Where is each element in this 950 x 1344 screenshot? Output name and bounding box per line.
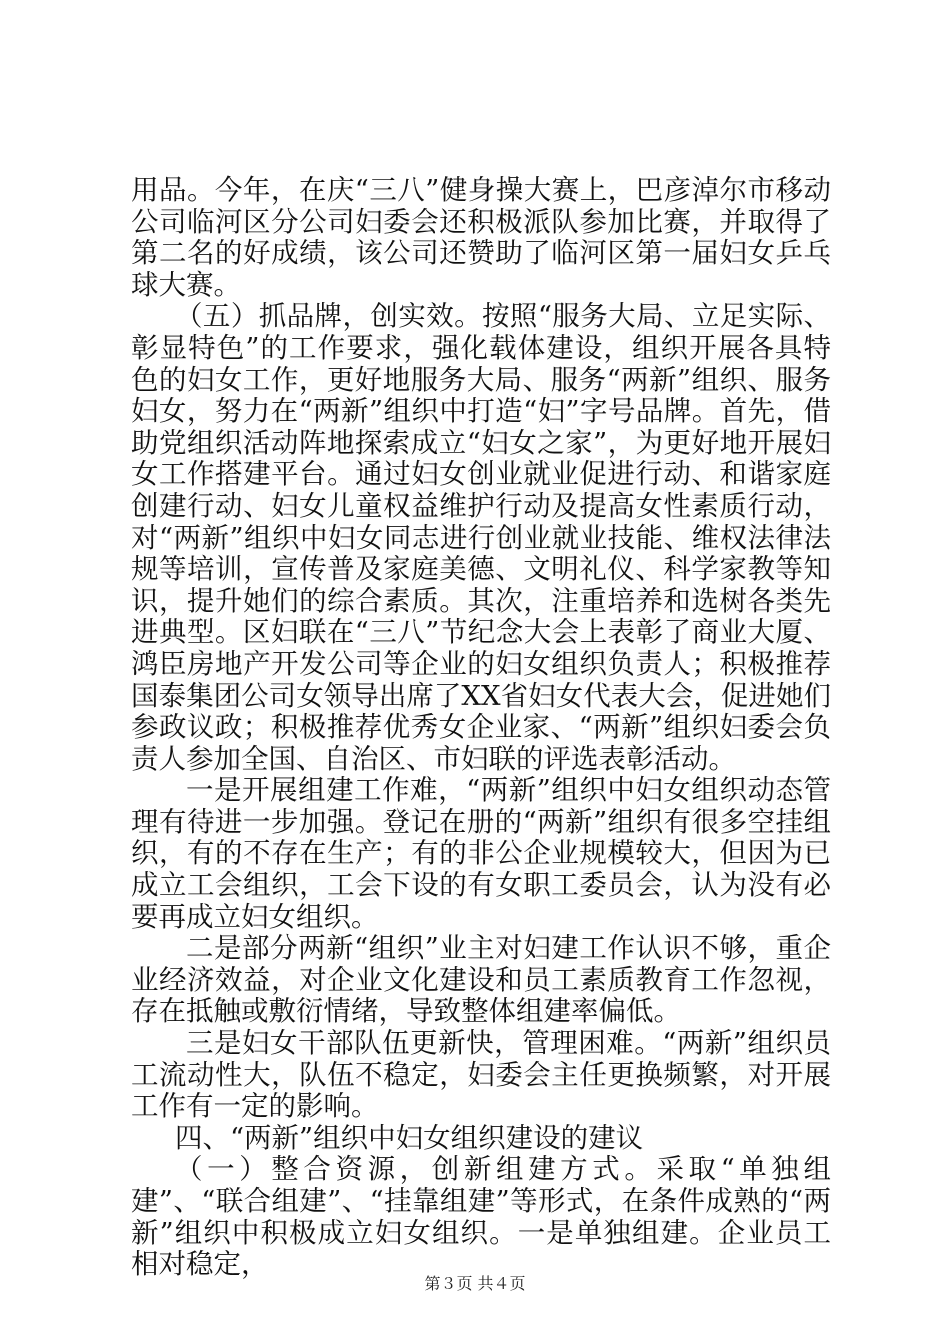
- page-number-footer: 第３页 共４页: [424, 1274, 526, 1293]
- paragraph-section-five: （五）抓品牌，创实效。按照“服务大局、立足实际、彰显特色”的工作要求，强化载体建设，组织开展各具特色的妇女工作，更好地服务大局、服务“两新”组织、服务妇女，努力在“两新”组织中打造“妇”字号品牌。首先，借助党组织活动阵地探索成立“妇女之家”，为更好地开展妇女工作搭建平台。通过妇女创业就业促进行动、和谐家庭创建行动、妇女儿童权益维护行动及提高女性素质行动，对“两新”组织中妇女同志进行创业就业技能、维权法律法规等培训，宣传普及家庭美德、文明礼仪、科学家教等知识，提升她们的综合素质。其次，注重培养和选树各类先进典型。区妇联在“三八”节纪念大会上表彰了商业大厦、鸿臣房地产开发公司等企业的妇女组织负责人；积极推荐国泰集团公司女领导出席了XX省妇女代表大会，促进她们参政议政；积极推荐优秀女企业家、“两新”组织妇委会负责人参加全国、自治区、市妇联的评选表彰活动。: [131, 300, 831, 775]
- paragraph-continuation: 用品。今年，在庆“三八”健身操大赛上，巴彦淖尔市移动公司临河区分公司妇委会还积极派队参加比赛，并取得了第二名的好成绩，该公司还赞助了临河区第一届妇女乒乓球大赛。: [131, 174, 831, 301]
- paragraph-suggestion-one: （一）整合资源，创新组建方式。采取“单独组建”、“联合组建”、“挂靠组建”等形式，在条件成熟的“两新”组织中积极成立妇女组织。一是单独组建。企业员工相对稳定，: [131, 1153, 831, 1281]
- document-body: [131, 175, 831, 1281]
- paragraph-problem-three: 三是妇女干部队伍更新快，管理困难。“两新”组织员工流动性大，队伍不稳定，妇委会主任更换频繁，对开展工作有一定的影响。: [131, 1027, 831, 1123]
- paragraph-problem-two: 二是部分两新“组织”业主对妇建工作认识不够，重企业经济效益，对企业文化建设和员工素质教育工作忽视，存在抵触或敷衍情绪，导致整体组建率偏低。: [131, 932, 831, 1028]
- paragraph-problem-one: 一是开展组建工作难，“两新”组织中妇女组织动态管理有待进一步加强。登记在册的“两新”组织有很多空挂组织，有的不存在生产；有的非公企业规模较大，但因为已成立工会组织，工会下设的有女职工委员会，认为没有必要再成立妇女组织。: [131, 774, 831, 933]
- section-heading-four: 四、“两新”组织中妇女组织建设的建议: [175, 1121, 644, 1154]
